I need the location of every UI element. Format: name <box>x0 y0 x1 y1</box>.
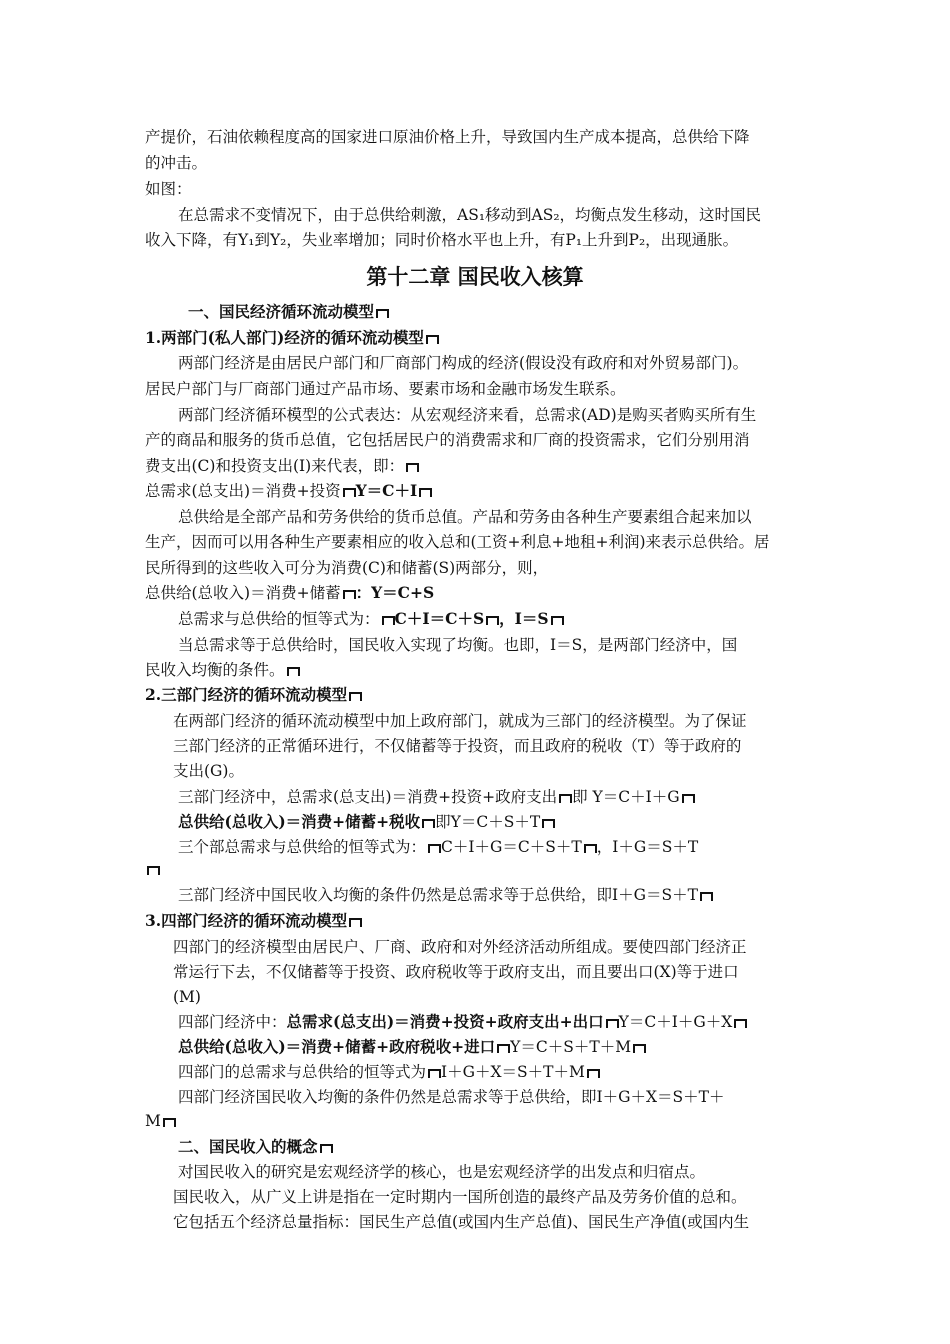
paragraph-line: 当总需求等于总供给时，国民收入实现了均衡。也即，I＝S，是两部门经济中，国 <box>178 636 738 654</box>
formula-three-sector-supply: 总供给(总收入)＝消费+储蓄+税收 即Y＝C＋S＋T <box>178 811 555 833</box>
paragraph-line: 三部门经济中国民收入均衡的条件仍然是总需求等于总供给，即I＋G＝S＋T <box>178 884 713 906</box>
paragraph-line: 对国民收入的研究是宏观经济学的核心，也是宏观经济学的出发点和归宿点。 <box>178 1163 706 1181</box>
intro-line-5: 收入下降，有Y₁到Y₂，失业率增加；同时价格水平也上升，有P₁上升到P₂，出现通胀。 <box>145 231 739 249</box>
paragraph-line: 四部门经济国民收入均衡的条件仍然是总需求等于总供给，即I＋G＋X＝S＋T＋ <box>178 1088 725 1106</box>
paragraph-mark <box>422 819 435 828</box>
paragraph-mark <box>551 616 564 625</box>
formula-three-sector-identity: 三个部总需求与总供给的恒等式为： C＋I＋G＝C＋S＋T ，I＋G＝S＋T <box>178 838 699 856</box>
paragraph-line: 民收入均衡的条件。 <box>145 659 300 681</box>
paragraph-mark <box>419 488 432 497</box>
paragraph-mark <box>428 1069 441 1078</box>
paragraph-mark <box>428 844 441 853</box>
paragraph-mark <box>584 844 597 853</box>
paragraph-line: M <box>145 1110 176 1132</box>
paragraph-line: (M) <box>173 988 201 1006</box>
paragraph-line: 费支出(C)和投资支出(I)来代表，即： <box>145 455 419 477</box>
paragraph-mark <box>587 1069 600 1078</box>
intro-line-3: 如图： <box>145 180 192 198</box>
paragraph-line: 两部门经济循环模型的公式表达：从宏观经济来看，总需求(AD)是购买者购买所有生 <box>178 406 757 424</box>
paragraph-line: 民所得到的这些收入可分为消费(C)和储蓄(S)两部分，则， <box>145 559 549 577</box>
paragraph-mark <box>147 866 160 875</box>
paragraph-mark <box>349 692 362 701</box>
paragraph-line: 生产，因而可以用各种生产要素相应的收入总和(工资+利息+地租+利润)来表示总供给。居 <box>145 533 770 551</box>
paragraph-line: 它包括五个经济总量指标：国民生产总值(或国内生产总值)、国民生产净值(或国内生 <box>173 1213 750 1231</box>
paragraph-mark <box>343 488 356 497</box>
subheading-two-sector: 1.两部门(私人部门)经济的循环流动模型 <box>145 327 439 349</box>
paragraph-mark <box>682 794 695 803</box>
paragraph-mark <box>542 819 555 828</box>
paragraph-mark <box>163 1118 176 1127</box>
formula-three-sector-demand: 三部门经济中，总需求(总支出)＝消费+投资+政府支出 即 Y＝C＋I＋G <box>178 786 695 808</box>
paragraph-line: 三部门经济的正常循环进行，不仅储蓄等于投资，而且政府的税收（T）等于政府的 <box>173 737 742 755</box>
paragraph-line: 居民户部门与厂商部门通过产品市场、要素市场和金融市场发生联系。 <box>145 380 626 398</box>
paragraph-mark <box>376 309 389 318</box>
paragraph-mark-line <box>145 858 160 880</box>
paragraph-line: 在两部门经济的循环流动模型中加上政府部门，就成为三部门的经济模型。为了保证 <box>173 712 747 730</box>
paragraph-mark <box>700 892 713 901</box>
formula-aggregate-supply: 总供给(总收入)＝消费+储蓄 ：Y＝C+S <box>145 583 435 602</box>
paragraph-line: 支出(G)。 <box>173 762 244 780</box>
chapter-title: 第十二章 国民收入核算 <box>366 264 584 289</box>
formula-aggregate-demand: 总需求(总支出)＝消费+投资 Y＝C＋I <box>145 480 432 502</box>
paragraph-line: 总供给是全部产品和劳务供给的货币总值。产品和劳务由各种生产要素组合起来加以 <box>178 508 752 526</box>
paragraph-line: 常运行下去，不仅储蓄等于投资、政府税收等于政府支出，而且要出口(X)等于进口 <box>173 963 739 981</box>
paragraph-mark <box>606 1019 619 1028</box>
paragraph-line: 两部门经济是由居民户部门和厂商部门构成的经济(假设没有政府和对外贸易部门)。 <box>178 354 749 372</box>
paragraph-mark <box>426 335 439 344</box>
paragraph-mark <box>559 794 572 803</box>
paragraph-mark <box>287 667 300 676</box>
paragraph-mark <box>734 1019 747 1028</box>
subheading-three-sector: 2.三部门经济的循环流动模型 <box>145 684 362 706</box>
intro-line-4: 在总需求不变情况下，由于总供给刺激，AS₁移动到AS₂，均衡点发生移动，这时国民 <box>178 206 762 224</box>
formula-four-sector-supply: 总供给(总收入)＝消费+储蓄+政府税收+进口 Y＝C＋S＋T＋M <box>178 1036 646 1058</box>
paragraph-mark <box>633 1044 646 1053</box>
paragraph-line: 国民收入，从广义上讲是指在一定时期内一国所创造的最终产品及劳务价值的总和。 <box>173 1188 747 1206</box>
intro-line-2: 的冲击。 <box>145 154 208 172</box>
section-heading-1: 一、国民经济循环流动模型 <box>188 301 389 323</box>
formula-four-sector-demand: 四部门经济中：总需求(总支出)＝消费+投资+政府支出+出口 Y＝C＋I＋G＋X <box>178 1011 747 1033</box>
paragraph-line: 四部门的经济模型由居民户、厂商、政府和对外经济活动所组成。要使四部门经济正 <box>173 938 747 956</box>
paragraph-mark <box>406 463 419 472</box>
paragraph-mark <box>382 616 395 625</box>
formula-four-sector-identity: 四部门的总需求与总供给的恒等式为 I＋G＋X＝S＋T＋M <box>178 1061 600 1083</box>
formula-identity-two-sector: 总需求与总供给的恒等式为： C＋I＝C＋S ，I＝S <box>178 608 564 630</box>
paragraph-mark <box>349 918 362 927</box>
subheading-four-sector: 3.四部门经济的循环流动模型 <box>145 910 362 932</box>
paragraph-mark <box>497 1044 510 1053</box>
paragraph-mark <box>343 590 356 599</box>
section-heading-2: 二、国民收入的概念 <box>178 1136 333 1158</box>
paragraph-line: 产的商品和服务的货币总值，它包括居民户的消费需求和厂商的投资需求，它们分别用消 <box>145 431 750 449</box>
paragraph-mark <box>320 1144 333 1153</box>
intro-line-1: 产提价，石油依赖程度高的国家进口原油价格上升，导致国内生产成本提高，总供给下降 <box>145 128 750 146</box>
paragraph-mark <box>486 616 499 625</box>
